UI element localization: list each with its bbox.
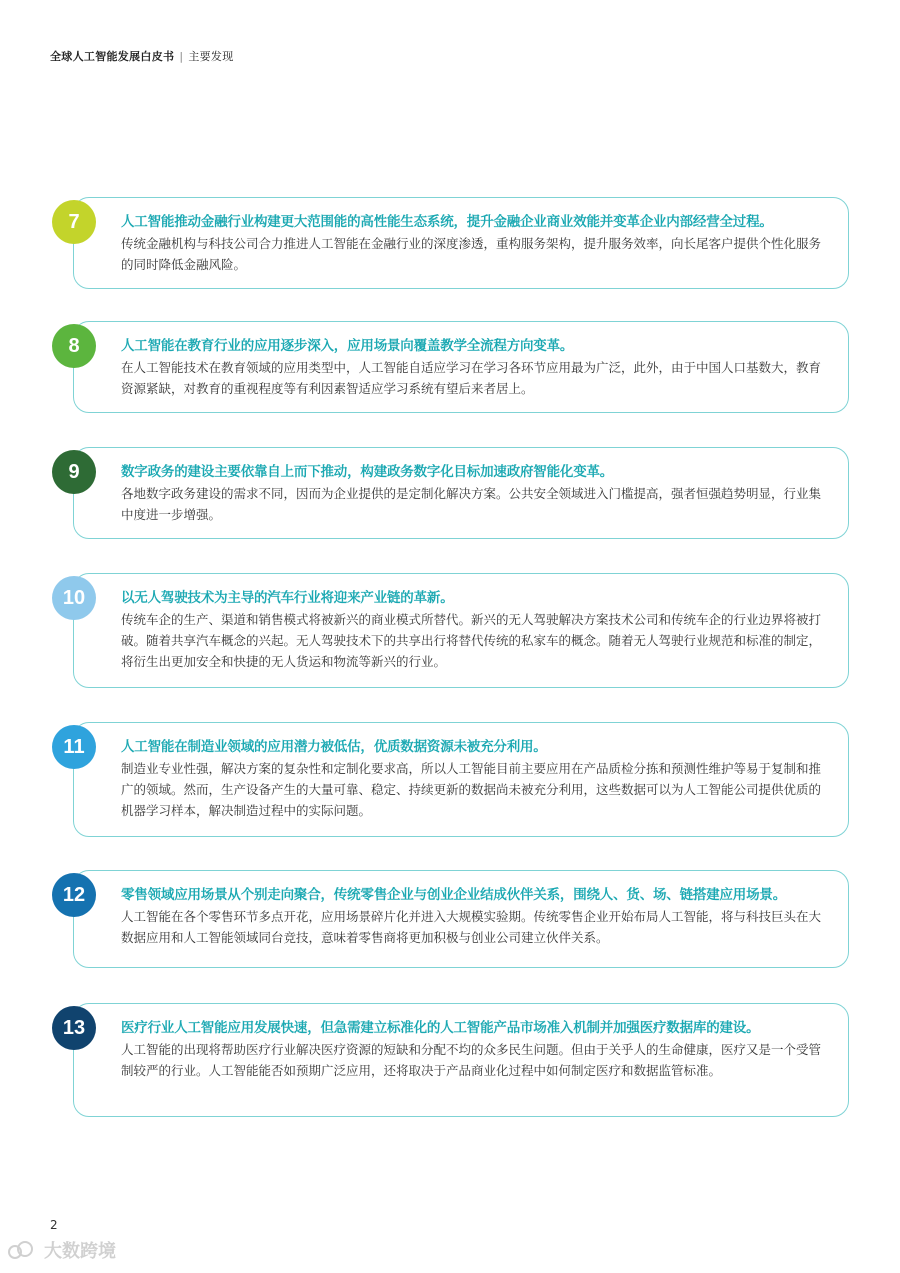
finding-body: 传统车企的生产、渠道和销售模式将被新兴的商业模式所替代。新兴的无人驾驶解决方案技术公司和传统车企的行业边界将被打破。随着共享汽车概念的兴起。无人驾驶技术下的共享出行将替代传统的私家车的概念。随着无人驾驶行业规范和标准的制定，将衍生出更加安全和快捷的无人货运和物流等新兴的行业。 [121,612,822,669]
finding-title: 人工智能在制造业领域的应用潜力被低估，优质数据资源未被充分利用。 [121,739,547,755]
section-name: 主要发现 [188,50,234,63]
finding-title: 人工智能在教育行业的应用逐步深入，应用场景向覆盖教学全流程方向变革。 [121,338,574,354]
number-badge: 9 [52,450,96,494]
page-number: 2 [50,1218,58,1232]
page-header [50,48,234,64]
number-badge: 10 [52,576,96,620]
number-badge: 8 [52,324,96,368]
header-separator: | [179,50,184,63]
finding-body: 制造业专业性强，解决方案的复杂性和定制化要求高，所以人工智能目前主要应用在产品质检分拣和预测性维护等易于复制和推广的领域。然而，生产设备产生的大量可靠、稳定、持续更新的数据尚未被充分利用，这些数据可以为人工智能公司提供优质的机器学习样本，解决制造过程中的实际问题。 [121,761,822,818]
watermark-text: 大数跨境 [44,1241,116,1262]
number-badge: 13 [52,1006,96,1050]
finding-title: 人工智能推动金融行业构建更大范围能的高性能生态系统，提升金融企业商业效能并变革企业内部经营全过程。 [121,214,773,230]
finding-body: 各地数字政务建设的需求不同，因而为企业提供的是定制化解决方案。公共安全领域进入门槛提高，强者恒强趋势明显，行业集中度进一步增强。 [121,486,822,522]
finding-title: 零售领域应用场景从个别走向聚合，传统零售企业与创业企业结成伙伴关系，围绕人、货、场、链搭建应用场景。 [121,887,786,903]
finding-card-9 [68,447,849,539]
finding-card-10 [62,573,849,688]
finding-card-13 [62,1003,849,1117]
watermark [8,1237,116,1263]
finding-title: 医疗行业人工智能应用发展快速，但急需建立标准化的人工智能产品市场准入机制并加强医疗数据库的建设。 [121,1020,760,1036]
finding-card-12 [62,870,849,968]
finding-body: 传统金融机构与科技公司合力推进人工智能在金融行业的深度渗透，重构服务架构，提升服务效率，向长尾客户提供个性化服务的同时降低金融风险。 [121,236,822,272]
finding-card-7 [68,197,849,289]
finding-body: 在人工智能技术在教育领域的应用类型中，人工智能自适应学习在学习各环节应用最为广泛，此外，由于中国人口基数大，教育资源紧缺，对教育的重视程度等有利因素智适应学习系统有望后来者居上。 [121,360,822,396]
finding-title: 数字政务的建设主要依靠自上而下推动，构建政务数字化目标加速政府智能化变革。 [121,464,614,480]
finding-card-8 [68,321,849,413]
finding-card-11 [63,722,849,837]
document-title: 全球人工智能发展白皮书 [50,50,175,63]
number-badge: 7 [52,200,96,244]
number-badge: 12 [52,873,96,917]
finding-body: 人工智能在各个零售环节多点开花，应用场景碎片化并进入大规模实验期。传统零售企业开始布局人工智能，将与科技巨头在大数据应用和人工智能领域同台竞技，意味着零售商将更加积极与创业公司建立伙伴关系。 [121,909,822,945]
watermark-logo-icon [8,1239,38,1261]
number-badge: 11 [52,725,96,769]
finding-title: 以无人驾驶技术为主导的汽车行业将迎来产业链的革新。 [121,590,454,606]
finding-body: 人工智能的出现将帮助医疗行业解决医疗资源的短缺和分配不均的众多民生问题。但由于关乎人的生命健康，医疗又是一个受管制较严的行业。人工智能能否如预期广泛应用，还将取决于产品商业化过程中如何制定医疗和数据监管标准。 [121,1042,822,1078]
